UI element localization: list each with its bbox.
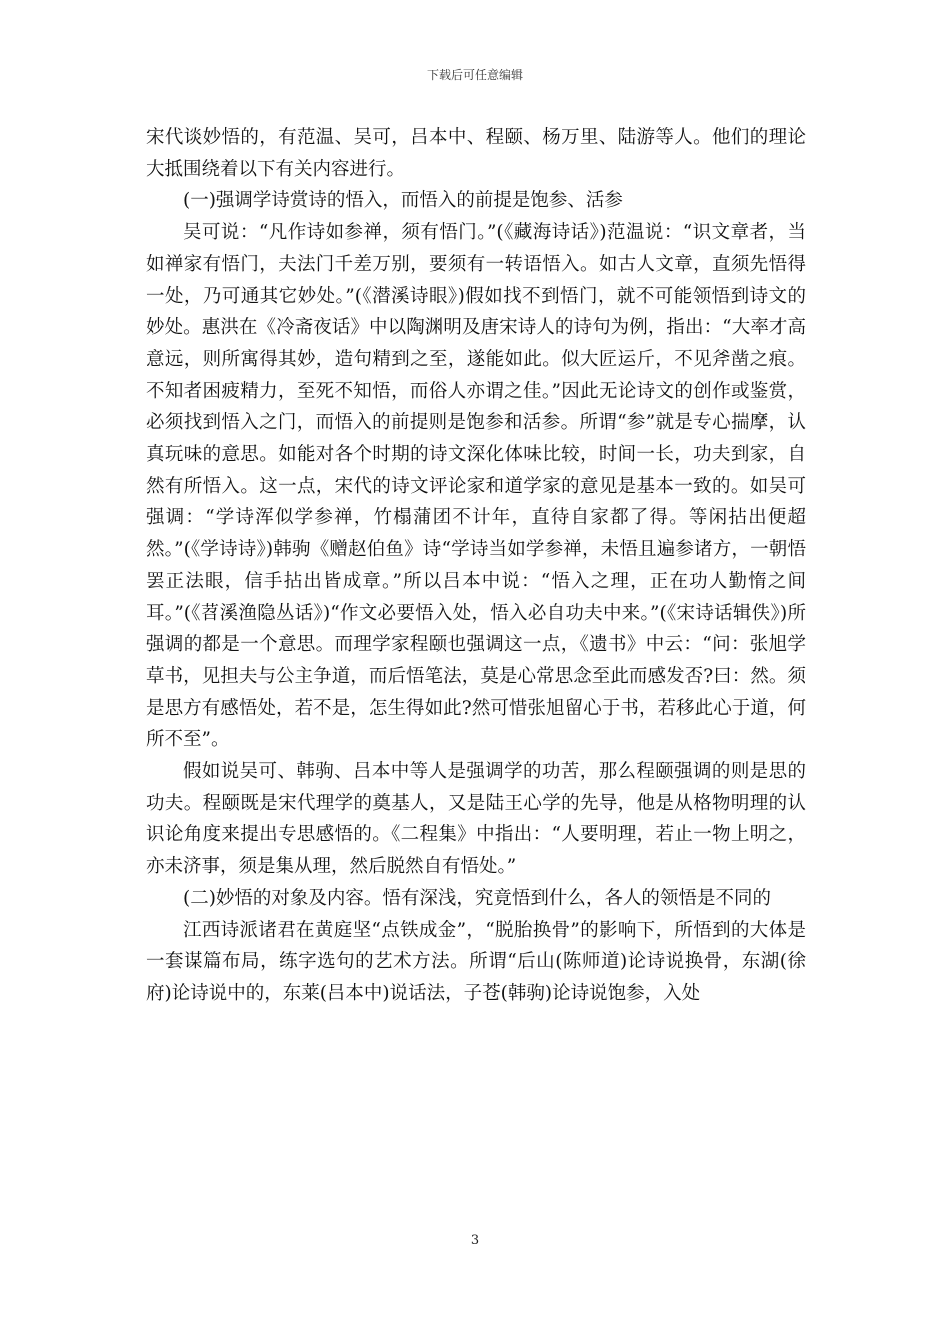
page-number: 3 — [470, 1233, 480, 1248]
section-heading: (二)妙悟的对象及内容。悟有深浅，究竟悟到什么，各人的领悟是不同的 — [183, 887, 771, 909]
document-body — [146, 122, 806, 1010]
paragraph: 吴可说：“凡作诗如参禅，须有悟门。”(《藏海诗话》)范温说：“识文章者，当如禅家有悟门，夫法门千差万别，要须有一转语悟入。如古人文章，直须先悟得一处，乃可通其它妙处。”(《潜溪诗眼》)假如找不到悟门，就不可能领悟到诗文的妙处。惠洪在《冷斋夜话》中以陶渊明及唐宋诗人的诗句为例，指出：“大率才高意远，则所寓得其妙，造句精到之至，遂能如此。似大匠运斤，不见斧凿之痕。不知者困疲精力，至死不知悟，而俗人亦谓之佳。”因此无论诗文的创作或鉴赏，必须找到悟入之门，而悟入的前提则是饱参和活参。所谓“参”就是专心揣摩，认真玩味的意思。如能对各个时期的诗文深化体味比较，时间一长，功夫到家，自然有所悟入。这一点，宋代的诗文评论家和道学家的意见是基本一致的。如吴可强调：“学诗浑似学参禅，竹榻蒲团不计年，直待自家都了得。等闲拈出便超然。”(《学诗诗》)韩驹《赠赵伯鱼》诗“学诗当如学参禅，未悟且遍参诸方，一朝悟罢正法眼，信手拈出皆成章。”所以吕本中说：“悟入之理，正在功人勤惰之间耳。”(《苕溪渔隐丛话》)“作文必要悟入处，悟入必自功夫中来。”(《宋诗话辑佚》)所强调的都是一个意思。而理学家程颐也强调这一点，《遗书》中云：“问：张旭学草书，见担夫与公主争道，而后悟笔法，莫是心常思念至此而感发否?曰：然。须是思方有感悟处，若不是，怎生得如此?然可惜张旭留心于书，若移此心于道，何所不至”。 — [146, 222, 806, 751]
paragraph: 宋代谈妙悟的，有范温、吴可，吕本中、程颐、杨万里、陆游等人。他们的理论大抵围绕着以下有关内容进行。 — [146, 127, 806, 180]
section-heading: (一)强调学诗赏诗的悟入，而悟入的前提是饱参、活参 — [183, 190, 623, 212]
page-header: 下载后可任意编辑 — [426, 68, 523, 82]
paragraph: 假如说吴可、韩驹、吕本中等人是强调学的功苦，那么程颐强调的则是思的功夫。程颐既是宋代理学的奠基人，又是陆王心学的先导，他是从格物明理的认识论角度来提出专思感悟的。《二程集》中指出：“人要明理，若止一物上明之，亦未济事，须是集从理，然后脱然自有悟处。” — [146, 761, 806, 878]
paragraph: 江西诗派诸君在黄庭坚“点铁成金”，“脱胎换骨”的影响下，所悟到的大体是一套谋篇布局，练字选句的艺术方法。所谓“后山(陈师道)论诗说换骨，东湖(徐府)论诗说中的，东莱(吕本中)说话法，子苍(韩驹)论诗说饱参，入处 — [146, 919, 806, 1004]
